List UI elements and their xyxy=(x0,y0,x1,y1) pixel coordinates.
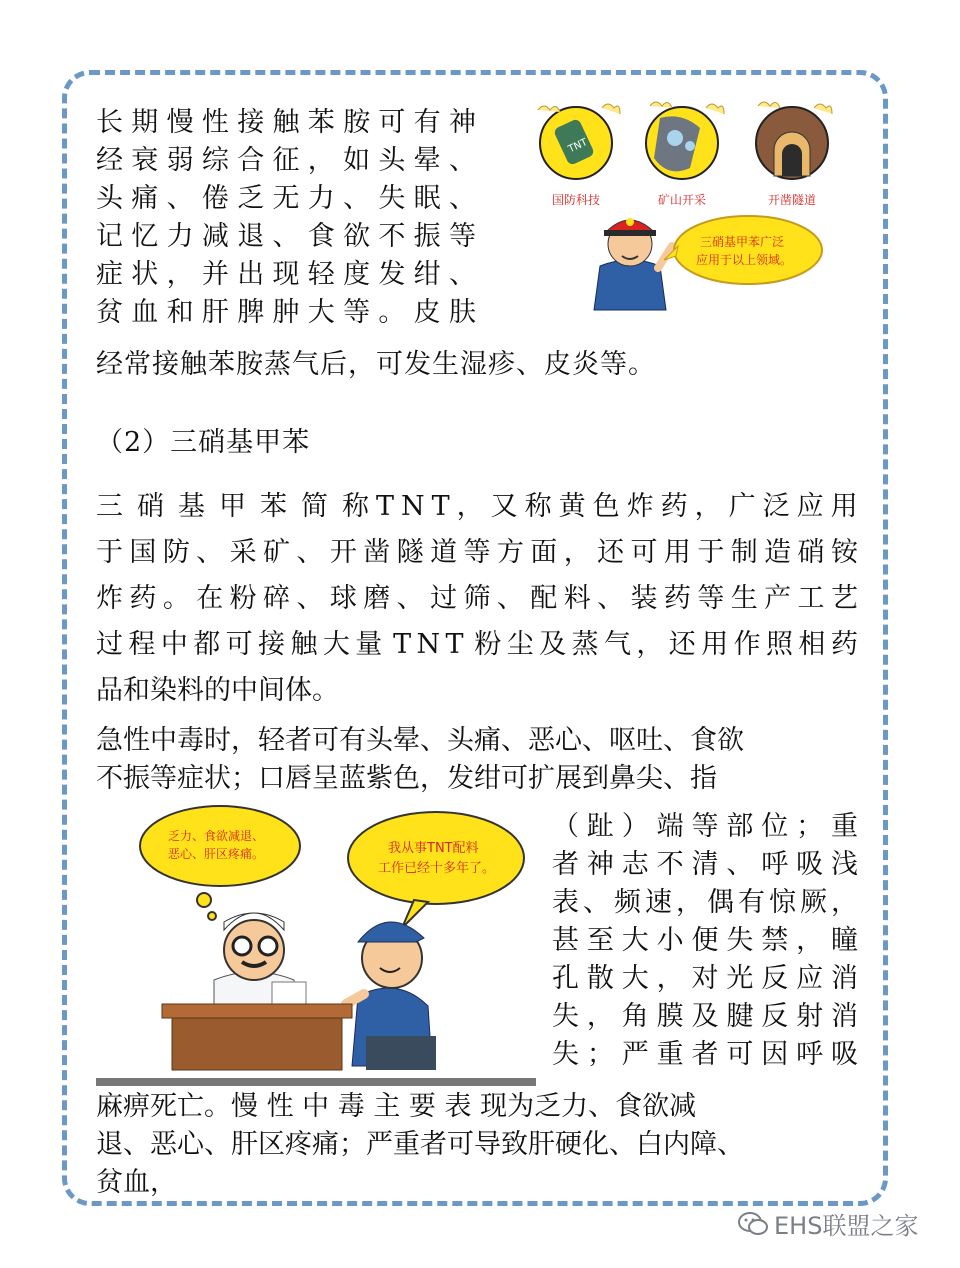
watermark xyxy=(738,1206,918,1241)
bubble-text: 我从事TNT配料 xyxy=(388,841,479,856)
text-line: 经 衰 弱 综 合 征 ， 如 头 晕 、 xyxy=(96,145,476,176)
text-line: 头 痛 、 倦 乏 无 力 、 失 眠 、 xyxy=(96,183,476,214)
text-line: 急性中毒时，轻者可有头晕、头痛、恶心、呕吐、食欲 xyxy=(96,725,744,756)
watermark-text: EHS联盟之家 xyxy=(774,1212,919,1240)
text-line: 长 期 慢 性 接 触 苯 胺 可 有 神 xyxy=(96,107,476,138)
bubble-text: 乏力、食欲减退、 xyxy=(168,829,265,843)
text-line: 退、恶心、肝区疼痛；严重者可导致肝硬化、白内障、 xyxy=(96,1129,744,1160)
text-line: 记 忆 力 减 退 、 食 欲 不 振 等 xyxy=(96,221,476,252)
doctor-icon xyxy=(214,913,306,1010)
bubble-text: 应用于以上领域。 xyxy=(696,253,793,267)
text-line: 贫血， xyxy=(96,1167,177,1198)
tunnel-circle-icon xyxy=(756,102,832,179)
bubble-text: 三硝基甲苯广泛 xyxy=(700,235,785,249)
text-line: 经常接触苯胺蒸气后，可发生湿疹、皮炎等。 xyxy=(96,349,656,380)
text-line: 者 神 志 不 清 、 呼 吸 浅 xyxy=(552,849,858,880)
text-line: 症 状 ， 并 出 现 轻 度 发 绀 、 xyxy=(96,259,476,290)
paragraph-chronic-tnt xyxy=(96,1088,860,1202)
circle-label: 开凿隧道 xyxy=(768,193,817,207)
text-line: 过 程 中 都 可 接 触 大 量 T N T 粉 尘 及 蒸 气 ， 还 用 作 照 相 药 xyxy=(96,629,858,660)
bubble-text: 恶心、肝区疼痛。 xyxy=(168,847,265,861)
text-line: 三 硝 基 甲 苯 简 称 T N T ， 又 称 黄 色 炸 药 ， 广 泛 应 用 xyxy=(96,491,858,522)
mining-circle-icon xyxy=(646,102,724,179)
text-line: （ 趾 ） 端 等 部 位 ； 重 xyxy=(552,811,858,842)
text-line: 失 ； 严 重 者 可 因 呼 吸 xyxy=(552,1039,858,1070)
paragraph-chronic-aniline xyxy=(96,104,476,332)
tnt-label: TNT xyxy=(566,137,590,156)
defense-circle-icon xyxy=(538,104,620,179)
text-line: 孔 散 大 ， 对 光 反 应 消 xyxy=(552,963,858,994)
text-line: 麻痹死亡。慢 性 中 毒 主 要 表 现为乏力、食欲减 xyxy=(96,1091,697,1122)
paragraph-acute-poisoning xyxy=(96,722,860,798)
worker-icon xyxy=(594,218,672,310)
tnt-usage-illustration xyxy=(530,98,840,320)
paragraph-acute-continued xyxy=(552,808,858,1074)
text-line: 炸 药 。 在 粉 碎 、 球 磨 、 过 筛 、 配 料 、 装 药 等 生 产 工 艺 xyxy=(96,583,858,614)
text-line: 表 、 频 速 ， 偶 有 惊 厥 ， xyxy=(552,887,858,918)
circle-label: 矿山开采 xyxy=(658,193,707,207)
doctor-thought-bubble xyxy=(140,806,300,920)
text-line: 于 国 防 、 采 矿 、 开 凿 隧 道 等 方 面 ， 还 可 用 于 制 造 硝 铵 xyxy=(96,537,858,568)
text-line: 不振等症状；口唇呈蓝紫色，发绀可扩展到鼻尖、指 xyxy=(96,763,717,794)
bubble-text: 工作已经十多年了。 xyxy=(378,861,496,876)
speech-bubble xyxy=(664,216,822,284)
floor-line xyxy=(96,1078,536,1086)
paragraph-tnt-intro xyxy=(96,488,858,710)
text-line: 失 ， 角 膜 及 腱 反 射 消 xyxy=(552,1001,858,1032)
wechat-icon xyxy=(738,1211,768,1237)
text-line: 品和染料的中间体。 xyxy=(96,675,339,706)
doctor-consultation-illustration xyxy=(96,800,536,1086)
text-line: 贫 血 和 肝 脾 肿 大 等 。 皮 肤 xyxy=(96,297,476,328)
circle-label: 国防科技 xyxy=(552,193,601,207)
section-heading: （2）三硝基甲苯 xyxy=(96,427,311,458)
worker-speech-bubble xyxy=(348,812,524,928)
text-line: 甚 至 大 小 便 失 禁 ， 瞳 xyxy=(552,925,858,956)
